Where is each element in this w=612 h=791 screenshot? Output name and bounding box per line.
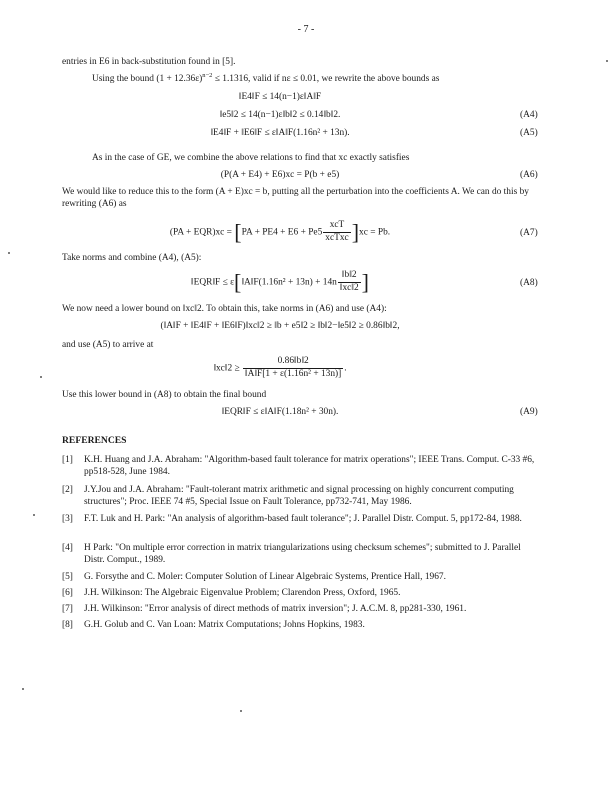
equation-tag-a7: (A7) (520, 228, 538, 238)
paragraph-lower-bound: We now need a lower bound on ‖xc‖2. To obtain this, take norms in (A6) and use (A4): (62, 304, 387, 314)
paragraph-bound (92, 72, 439, 86)
a7-close-bracket: ] (351, 219, 360, 245)
equation-a5: ‖E4‖F + ‖E6‖F ≤ ε‖A‖F(1.16n² + 13n). (210, 128, 350, 138)
paragraph-final: Use this lower bound in (A8) to obtain the final bound (62, 390, 267, 400)
a8-close-bracket: ] (361, 269, 369, 295)
a7-numerator: xcT (323, 220, 350, 233)
page-number: - 7 - (297, 24, 315, 35)
xc-lower-denominator: ‖A‖F[1 + ε(1.16n² + 13n)] (245, 368, 342, 379)
equation-a8 (0, 270, 560, 295)
reference-number: [5] (62, 572, 73, 582)
a8-open-bracket: [ (234, 269, 242, 295)
equation-xc-lower: ‖xc‖2 ≥ $\frac{0.86‖b‖2}{\text{‖A‖F[1 + ε(1.16n² + 13n)]}}$ . (213, 356, 347, 379)
equation-tag-a4: (A4) (520, 110, 538, 120)
bound-exponent: n−2 (202, 72, 213, 79)
bound-suffix: ≤ 1.1316, valid if nε ≤ 0.01, we rewrite the above bounds as (212, 74, 440, 84)
a7-left: (PA + EQR)xc = (169, 227, 235, 238)
equation-tag-a8: (A8) (520, 278, 538, 288)
paragraph-entries: entries in E6 in back-substitution found in [5]. (62, 57, 236, 67)
paragraph-arrive: and use (A5) to arrive at (62, 340, 154, 350)
reference-text: H Park: "On multiple error correction in matrix triangularizations using checksum schemes"; submitted to J. Parallel Distr. Comput., 1989. (84, 543, 521, 565)
reference-number: [7] (62, 604, 73, 614)
scan-speck (40, 376, 42, 378)
reference-number: [2] (62, 485, 73, 495)
reference-number: [3] (62, 514, 73, 524)
bound-prefix: Using the bound (1 + 12.36ε) (92, 74, 203, 84)
a8-denominator: ‖xc‖2 (339, 282, 359, 293)
equation-tag-a5: (A5) (520, 128, 538, 138)
equation-a6: (P(A + E4) + E6)xc = P(b + e5) (220, 170, 340, 180)
reference-text: J.H. Wilkinson: "Error analysis of direct methods of matrix inversion"; J. A.C.M. 8, pp281-330, 1961. (84, 604, 467, 614)
xc-lower-fraction (243, 356, 343, 381)
reference-text: F.T. Luk and H. Park: "An analysis of algorithm-based fault tolerance"; J. Parallel Distr. Comput. 5, pp172-84, 1988. (84, 514, 522, 524)
equation-norm-chain: (‖A‖F + ‖E4‖F + ‖E6‖F)‖xc‖2 ≥ ‖b + e5‖2 ≥ ‖b‖2−‖e5‖2 ≥ 0.86‖b‖2, (160, 321, 400, 331)
paragraph-reduce: We would like to reduce this to the form (A + E)xc = b, putting all the perturbation into the coefficients A. We can do this by rewriting (A6) as (62, 187, 529, 209)
paragraph-take-norms: Take norms and combine (A4), (A5): (62, 253, 202, 263)
equation-a4: ‖e5‖2 ≤ 14(n−1)ε‖b‖2 ≤ 0.14‖b‖2. (219, 110, 341, 120)
scan-speck (33, 514, 35, 516)
references-heading: REFERENCES (62, 435, 127, 446)
a7-denominator: xcTxc (325, 232, 349, 243)
reference-number: [1] (62, 455, 73, 465)
paragraph-combine: As in the case of GE, we combine the above relations to find that xc exactly satisfies (92, 153, 410, 163)
xc-lower-numerator: 0.86‖b‖2 (243, 356, 343, 369)
reference-text: G. Forsythe and C. Moler: Computer Solution of Linear Algebraic Systems, Prentice Hall, 1967. (84, 572, 446, 582)
a8-fraction (338, 270, 361, 295)
equation-a7 (0, 220, 560, 245)
equation-tag-a6: (A6) (520, 170, 538, 180)
equation-tag-a9: (A9) (520, 407, 538, 417)
equation-e4-bound: ‖E4‖F ≤ 14(n−1)ε‖A‖F (238, 92, 322, 102)
a7-fraction (323, 220, 350, 245)
a7-right: xc = Pb. (359, 227, 391, 238)
reference-text: K.H. Huang and J.A. Abraham: "Algorithm-based fault tolerance for matrix operations"; IEEE Trans. Comput. C-33 #6, pp518-528, June 1984. (84, 455, 535, 477)
reference-text: J.H. Wilkinson: The Algebraic Eigenvalue Problem; Clarendon Press, Oxford, 1965. (84, 588, 401, 598)
scan-speck (8, 252, 10, 254)
reference-number: [8] (62, 620, 73, 630)
equation-a9: ‖EQR‖F ≤ ε‖A‖F(1.18n² + 30n). (221, 407, 339, 417)
a8-inner: ‖A‖F(1.16n² + 13n) + 14n (241, 277, 337, 288)
reference-text: G.H. Golub and C. Van Loan: Matrix Computations; Johns Hopkins, 1983. (84, 620, 365, 630)
reference-number: [6] (62, 588, 73, 598)
a7-inner: PA + PE4 + E6 + Pe5 (241, 227, 323, 238)
scan-speck (606, 60, 608, 62)
reference-text: J.Y.Jou and J.A. Abraham: "Fault-tolerant matrix arithmetic and signal processing on highly concurrent computing structures"; Proc. IEEE 74 #5, Special Issue on Fault Tolerance, pp732-741, May 1986. (84, 485, 514, 507)
a7-open-bracket: [ (234, 219, 242, 245)
scan-speck (22, 688, 24, 690)
a8-numerator: ‖b‖2 (338, 270, 361, 283)
scan-speck (240, 710, 242, 712)
a8-left: ‖EQR‖F ≤ ε (191, 277, 235, 288)
reference-number: [4] (62, 543, 73, 553)
xc-lower-left: ‖xc‖2 ≥ (213, 363, 240, 374)
